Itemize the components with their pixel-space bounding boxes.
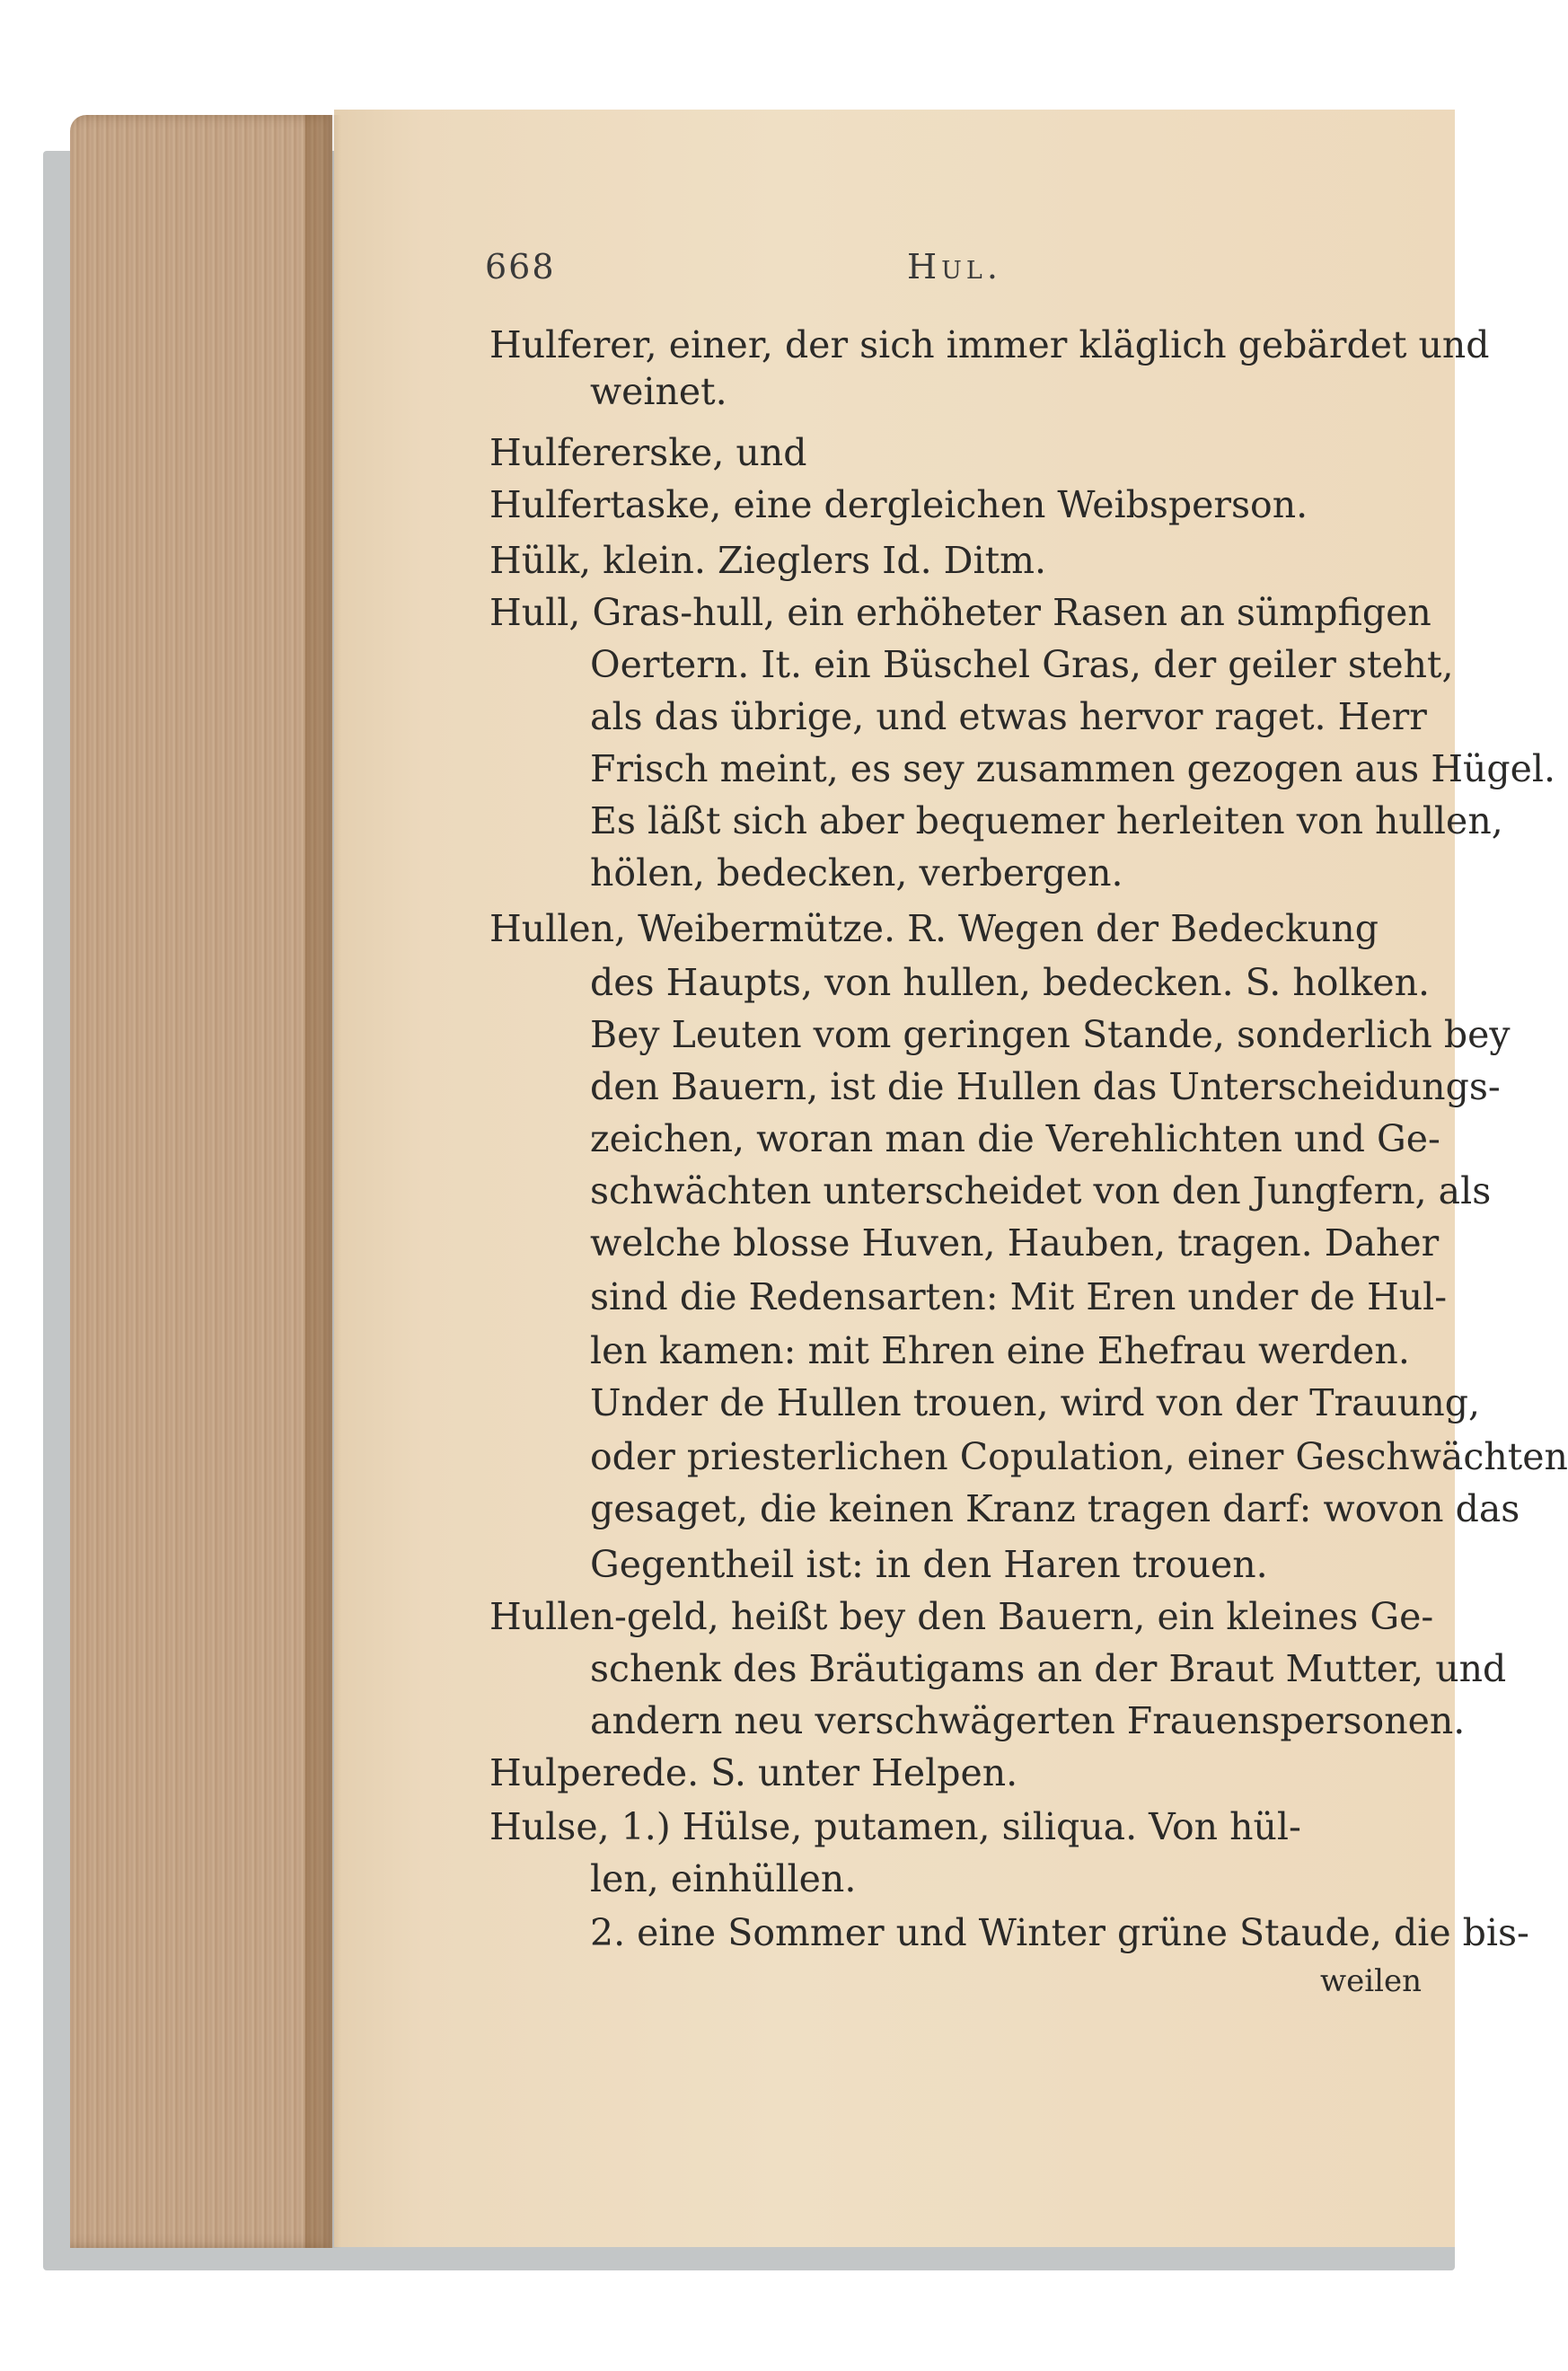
text-line: Bey Leuten vom geringen Stande, sonderlich bey (590, 1013, 1511, 1056)
text-line: Hulperede. S. unter Helpen. (489, 1751, 1018, 1794)
text-line: Hulferer, einer, der sich immer kläglich gebärdet und (489, 323, 1490, 366)
text-line: Hulse, 1.) Hülse, putamen, siliqua. Von hül- (489, 1805, 1301, 1848)
text-line: schenk des Bräutigams an der Braut Mutter, und (590, 1647, 1507, 1690)
text-line: Under de Hullen trouen, wird von der Trauung, (590, 1381, 1481, 1424)
text-line: den Bauern, ist die Hullen das Unterscheidungs- (590, 1065, 1501, 1108)
text-line: sind die Redensarten: Mit Eren under de Hul- (590, 1275, 1448, 1318)
page-gutter-shadow (305, 115, 341, 2248)
text-line: schwächten unterscheidet von den Jungfern, als (590, 1169, 1492, 1212)
text-line: 2. eine Sommer und Winter grüne Staude, die bis- (590, 1911, 1529, 1954)
text-line: weinet. (590, 370, 727, 413)
text-line: len kamen: mit Ehren eine Ehefrau werden. (590, 1329, 1410, 1372)
text-line: Hülk, klein. Zieglers Id. Ditm. (489, 539, 1047, 582)
book-page-edges (70, 115, 332, 2248)
page-header (485, 247, 1383, 292)
text-line: Hullen, Weibermütze. R. Wegen der Bedeckung (489, 907, 1379, 950)
text-line: oder priesterlichen Copulation, einer Geschwächten (590, 1435, 1568, 1478)
text-line: Gegentheil ist: in den Haren trouen. (590, 1543, 1268, 1586)
page-number: 668 (485, 247, 556, 286)
text-line: Hull, Gras-hull, ein erhöheter Rasen an sümpfigen (489, 591, 1431, 634)
text-line: gesaget, die keinen Kranz tragen darf: wovon das (590, 1487, 1520, 1530)
running-head: Hul. (907, 247, 1002, 286)
text-line: Oertern. It. ein Büschel Gras, der geiler steht, (590, 643, 1454, 686)
text-line: welche blosse Huven, Hauben, tragen. Daher (590, 1221, 1440, 1265)
text-line: des Haupts, von hullen, bedecken. S. holken. (590, 961, 1431, 1004)
text-line: len, einhüllen. (590, 1857, 857, 1900)
text-line: Es läßt sich aber bequemer herleiten von hullen, (590, 799, 1503, 842)
text-line: als das übrige, und etwas hervor raget. Herr (590, 695, 1427, 738)
text-line: hölen, bedecken, verbergen. (590, 851, 1123, 895)
text-line: Hullen-geld, heißt bey den Bauern, ein kleines Ge- (489, 1595, 1434, 1638)
text-line: weilen (1320, 1963, 1422, 1999)
text-line: andern neu verschwägerten Frauenspersonen. (590, 1699, 1466, 1742)
text-line: Frisch meint, es sey zusammen gezogen aus Hügel. (590, 747, 1556, 790)
text-line: Hulfertaske, eine dergleichen Weibsperson. (489, 483, 1308, 526)
text-line: Hulfererske, und (489, 431, 807, 474)
text-line: zeichen, woran man die Verehlichten und Ge- (590, 1117, 1440, 1160)
